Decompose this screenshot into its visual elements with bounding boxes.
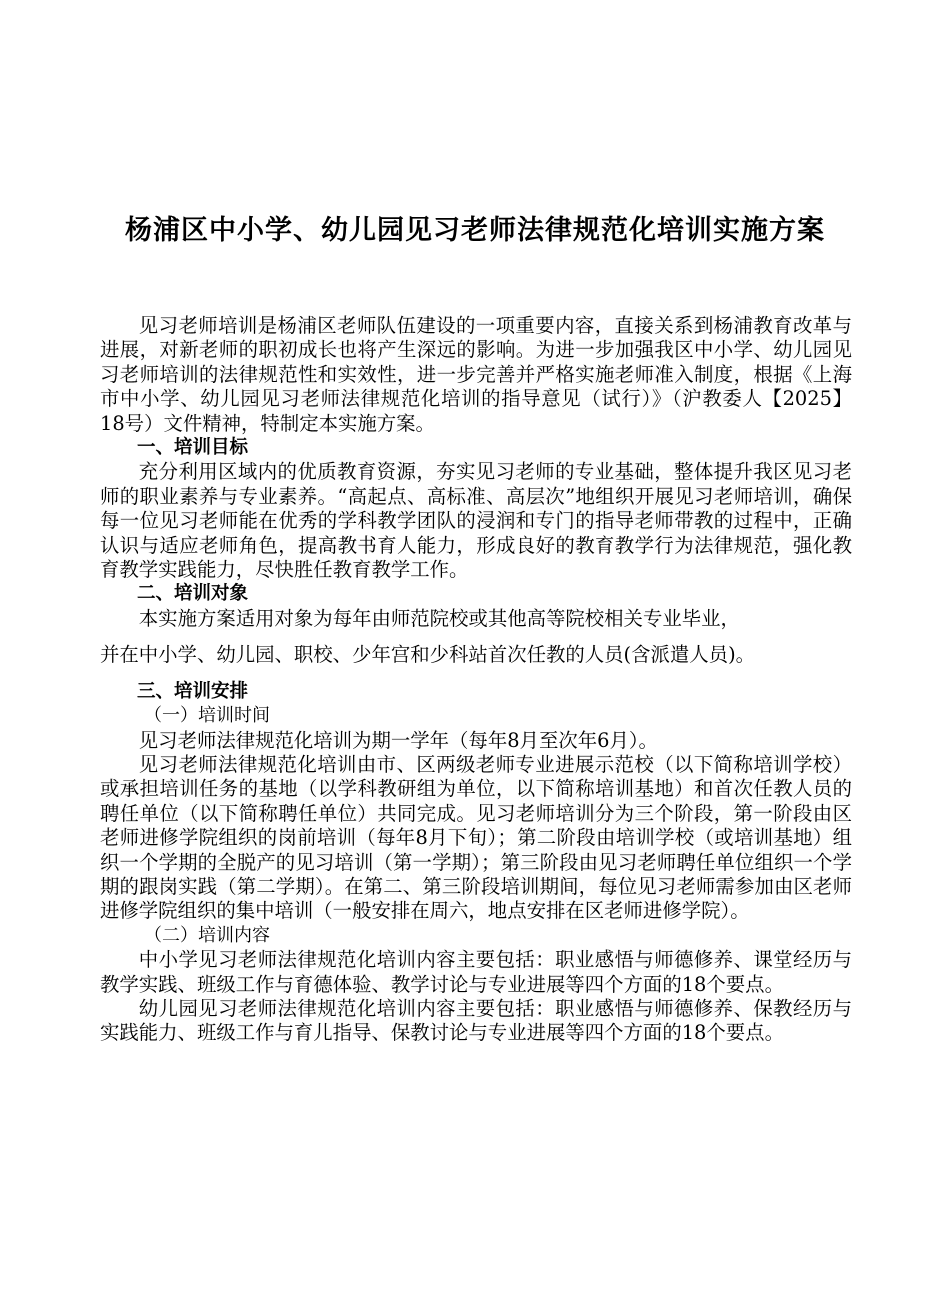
subheading-time: （一）培训时间 xyxy=(144,705,270,727)
subheading-content: （二）培训内容 xyxy=(144,924,270,946)
content-paragraph-2: 幼儿园见习老师法律规范化培训内容主要包括：职业感悟与师德修养、保教经历与实践能力、班级工作与育儿指导、保教讨论与专业进展等四个方面的18个要点。 xyxy=(100,996,852,1045)
section-heading-goals: 一、培训目标 xyxy=(137,437,249,459)
document-title: 杨浦区中小学、幼儿园见习老师法律规范化培训实施方案 xyxy=(125,215,825,246)
targets-paragraph-2: 并在中小学、幼儿园、职校、少年宫和少科站首次任教的人员(含派遣人员)。 xyxy=(100,643,756,667)
time-paragraph-2: 见习老师法律规范化培训由市、区两级老师专业进展示范校（以下简称培训学校）或承担培训任务的基地（以学科教研组为单位，以下简称培训基地）和首次任教人员的聘任单位（以下简称聘任单位）共同完成。见习老师培训分为三个阶段，第一阶段由区老师进修学院组织的岗前培训（每年8月下旬）；第二阶段由培训学校（或培训基地）组织一个学期的全脱产的见习培训（第一学期）；第三阶段由见习老师聘任单位组织一个学期的跟岗实践（第二学期）。在第二、第三阶段培训期间，每位见习老师需参加由区老师进修学院组织的集中培训（一般安排在周六，地点安排在区老师进修学院）。 xyxy=(100,752,852,923)
section-heading-targets: 二、培训对象 xyxy=(137,583,249,605)
intro-paragraph: 见习老师培训是杨浦区老师队伍建设的一项重要内容，直接关系到杨浦教育改革与进展，对新老师的职初成长也将产生深远的影响。为进一步加强我区中小学、幼儿园见习老师培训的法律规范性和实效性，进一步完善并严格实施老师准入制度，根据《上海市中小学、幼儿园见习老师法律规范化培训的指导意见（试行）》（沪教委人【2025】18号）文件精神，特制定本实施方案。 xyxy=(100,314,852,435)
goals-paragraph: 充分利用区域内的优质教育资源，夯实见习老师的专业基础，整体提升我区见习老师的职业素养与专业素养。“高起点、高标准、高层次”地组织开展见习老师培训，确保每一位见习老师能在优秀的学科教学团队的浸润和专门的指导老师带教的过程中，正确认识与适应老师角色，提高教书育人能力，形成良好的教育教学行为法律规范，强化教育教学实践能力，尽快胜任教育教学工作。 xyxy=(100,460,852,582)
section-heading-arrangement: 三、培训安排 xyxy=(137,680,249,702)
document-body xyxy=(100,314,852,1046)
time-paragraph-1: 见习老师法律规范化培训为期一学年（每年8月至次年6月）。 xyxy=(138,728,658,752)
content-paragraph-1: 中小学见习老师法律规范化培训内容主要包括：职业感悟与师德修养、课堂经历与教学实践、班级工作与育德体验、教学讨论与专业进展等四个方面的18个要点。 xyxy=(100,948,852,996)
targets-paragraph-1: 本实施方案适用对象为每年由师范院校或其他高等院校相关专业毕业， xyxy=(138,606,740,630)
